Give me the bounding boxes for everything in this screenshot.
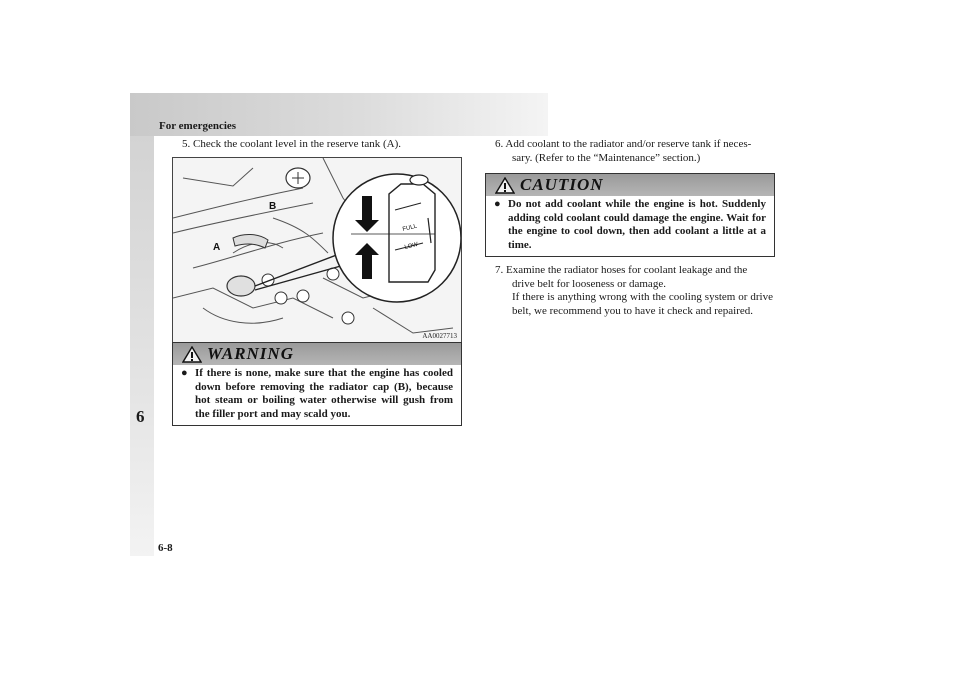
figure-id: AA0027713 bbox=[422, 332, 457, 340]
warning-header bbox=[173, 343, 461, 365]
warning-triangle-icon bbox=[182, 346, 202, 363]
full-mark-label: FULL bbox=[402, 223, 418, 233]
step-7-line3: If there is anything wrong with the cooling system or drive belt, we recommend you to have it check and repaired. bbox=[512, 291, 773, 317]
caution-triangle-icon bbox=[495, 177, 515, 194]
warning-box bbox=[172, 342, 462, 426]
engine-bay-illustration bbox=[172, 157, 462, 343]
step-6 bbox=[495, 138, 773, 165]
warning-text: If there is none, make sure that the engine has cooled down before removing the radiator cap (B), because hot steam or boiling water otherwise will gush from the filler port and may scald you. bbox=[195, 367, 453, 420]
warning-title: WARNING bbox=[207, 344, 294, 363]
step-5-text: 5. Check the coolant level in the reserve tank (A). bbox=[182, 138, 402, 150]
page-number: 6-8 bbox=[158, 542, 173, 554]
section-title: For emergencies bbox=[159, 120, 237, 132]
step-7-line1: 7. Examine the radiator hoses for coolant leakage and the bbox=[495, 264, 748, 276]
engine-bay-drawing bbox=[173, 158, 461, 342]
caution-text: Do not add coolant while the engine is hot. Suddenly adding cold coolant could damage the engine. Wait for the engine to cool down, then add coolant a little at a time. bbox=[508, 198, 766, 251]
step-7-line2: drive belt for looseness or damage. bbox=[512, 277, 666, 290]
section-tab-band bbox=[130, 136, 154, 556]
caution-header bbox=[486, 174, 774, 196]
label-a: A bbox=[213, 242, 221, 253]
step-5 bbox=[182, 138, 472, 152]
caution-bullet: ● bbox=[494, 198, 501, 210]
caution-title: CAUTION bbox=[520, 175, 604, 194]
caution-item bbox=[494, 198, 766, 252]
warning-item bbox=[181, 367, 453, 421]
caution-box bbox=[485, 173, 775, 257]
warning-bullet: ● bbox=[181, 367, 188, 379]
label-b: B bbox=[269, 201, 277, 212]
step-6-line1: 6. Add coolant to the radiator and/or reserve tank if neces- bbox=[495, 138, 752, 150]
step-6-line2: sary. (Refer to the “Maintenance” section.) bbox=[512, 151, 701, 164]
low-mark-label: LOW bbox=[404, 241, 419, 251]
section-number: 6 bbox=[136, 407, 145, 426]
step-7 bbox=[495, 264, 773, 318]
